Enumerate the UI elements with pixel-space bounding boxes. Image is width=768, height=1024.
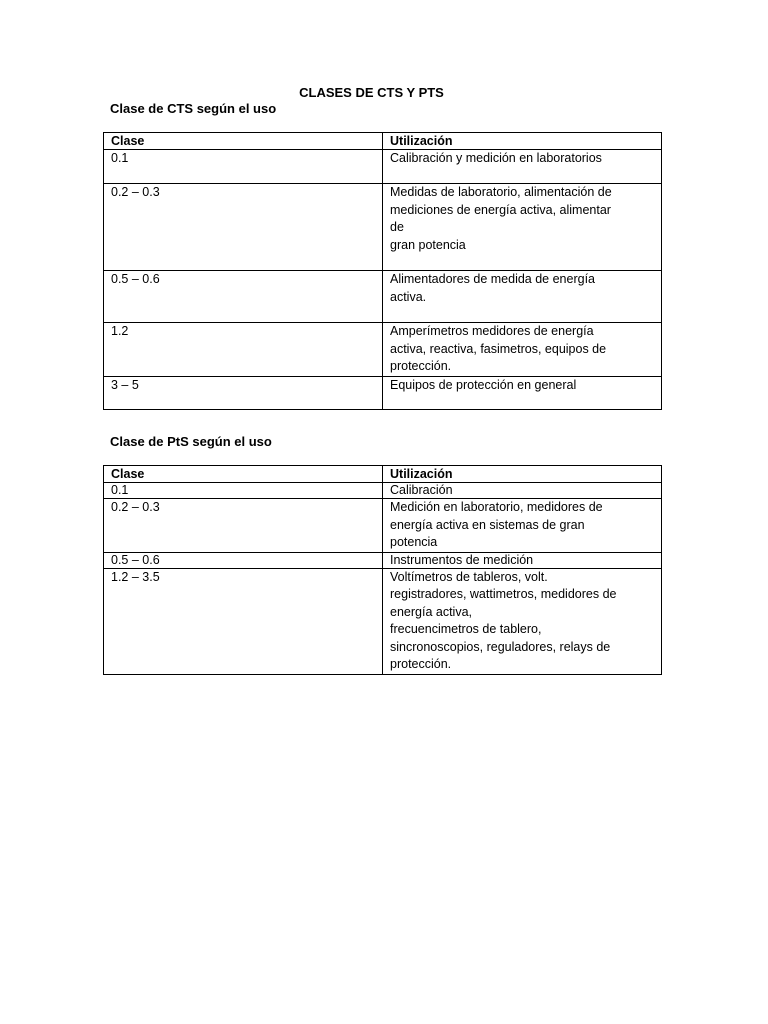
- cell-utilizacion: Medidas de laboratorio, alimentación de mediciones de energía activa, alimentar de gran potencia: [383, 184, 662, 271]
- cell-clase: 0.1: [104, 150, 383, 184]
- cell-utilizacion: Medición en laboratorio, medidores de energía activa en sistemas de gran potencia: [383, 499, 662, 553]
- cell-utilizacion: Amperímetros medidores de energía activa, reactiva, fasimetros, equipos de protección.: [383, 323, 662, 377]
- column-header-clase: Clase: [104, 466, 383, 483]
- cell-clase: 0.1: [104, 483, 383, 499]
- cell-clase: 0.5 – 0.6: [104, 271, 383, 323]
- table-row: [104, 323, 662, 377]
- cell-utilizacion: Instrumentos de medición: [383, 552, 662, 568]
- cts-section-heading: Clase de CTS según el uso: [110, 101, 277, 116]
- table-row: [104, 499, 662, 553]
- table-row: [104, 184, 662, 271]
- pts-section-heading: Clase de PtS según el uso: [110, 434, 272, 449]
- table-row: [104, 552, 662, 568]
- document-title: CLASES DE CTS Y PTS: [299, 85, 444, 100]
- table-header-row: [104, 466, 662, 483]
- table-row: [104, 568, 662, 674]
- table-row: [104, 483, 662, 499]
- cell-clase: 0.2 – 0.3: [104, 499, 383, 553]
- cell-clase: 1.2: [104, 323, 383, 377]
- cell-utilizacion: Equipos de protección en general: [383, 376, 662, 409]
- pts-classes-table: [103, 465, 662, 675]
- cell-utilizacion: Alimentadores de medida de energía activa.: [383, 271, 662, 323]
- column-header-utilizacion: Utilización: [383, 133, 662, 150]
- table-row: [104, 150, 662, 184]
- column-header-utilizacion: Utilización: [383, 466, 662, 483]
- cell-clase: 0.5 – 0.6: [104, 552, 383, 568]
- table-row: [104, 271, 662, 323]
- cts-classes-table: [103, 132, 662, 410]
- cell-utilizacion: Calibración: [383, 483, 662, 499]
- column-header-clase: Clase: [104, 133, 383, 150]
- cell-utilizacion: Voltímetros de tableros, volt. registradores, wattimetros, medidores de energía activa, frecuencimetros de tablero, sincronoscopios, reguladores, relays de protección.: [383, 568, 662, 674]
- table-header-row: [104, 133, 662, 150]
- cell-clase: 0.2 – 0.3: [104, 184, 383, 271]
- cell-clase: 3 – 5: [104, 376, 383, 409]
- cell-utilizacion: Calibración y medición en laboratorios: [383, 150, 662, 184]
- cell-clase: 1.2 – 3.5: [104, 568, 383, 674]
- table-row: [104, 376, 662, 409]
